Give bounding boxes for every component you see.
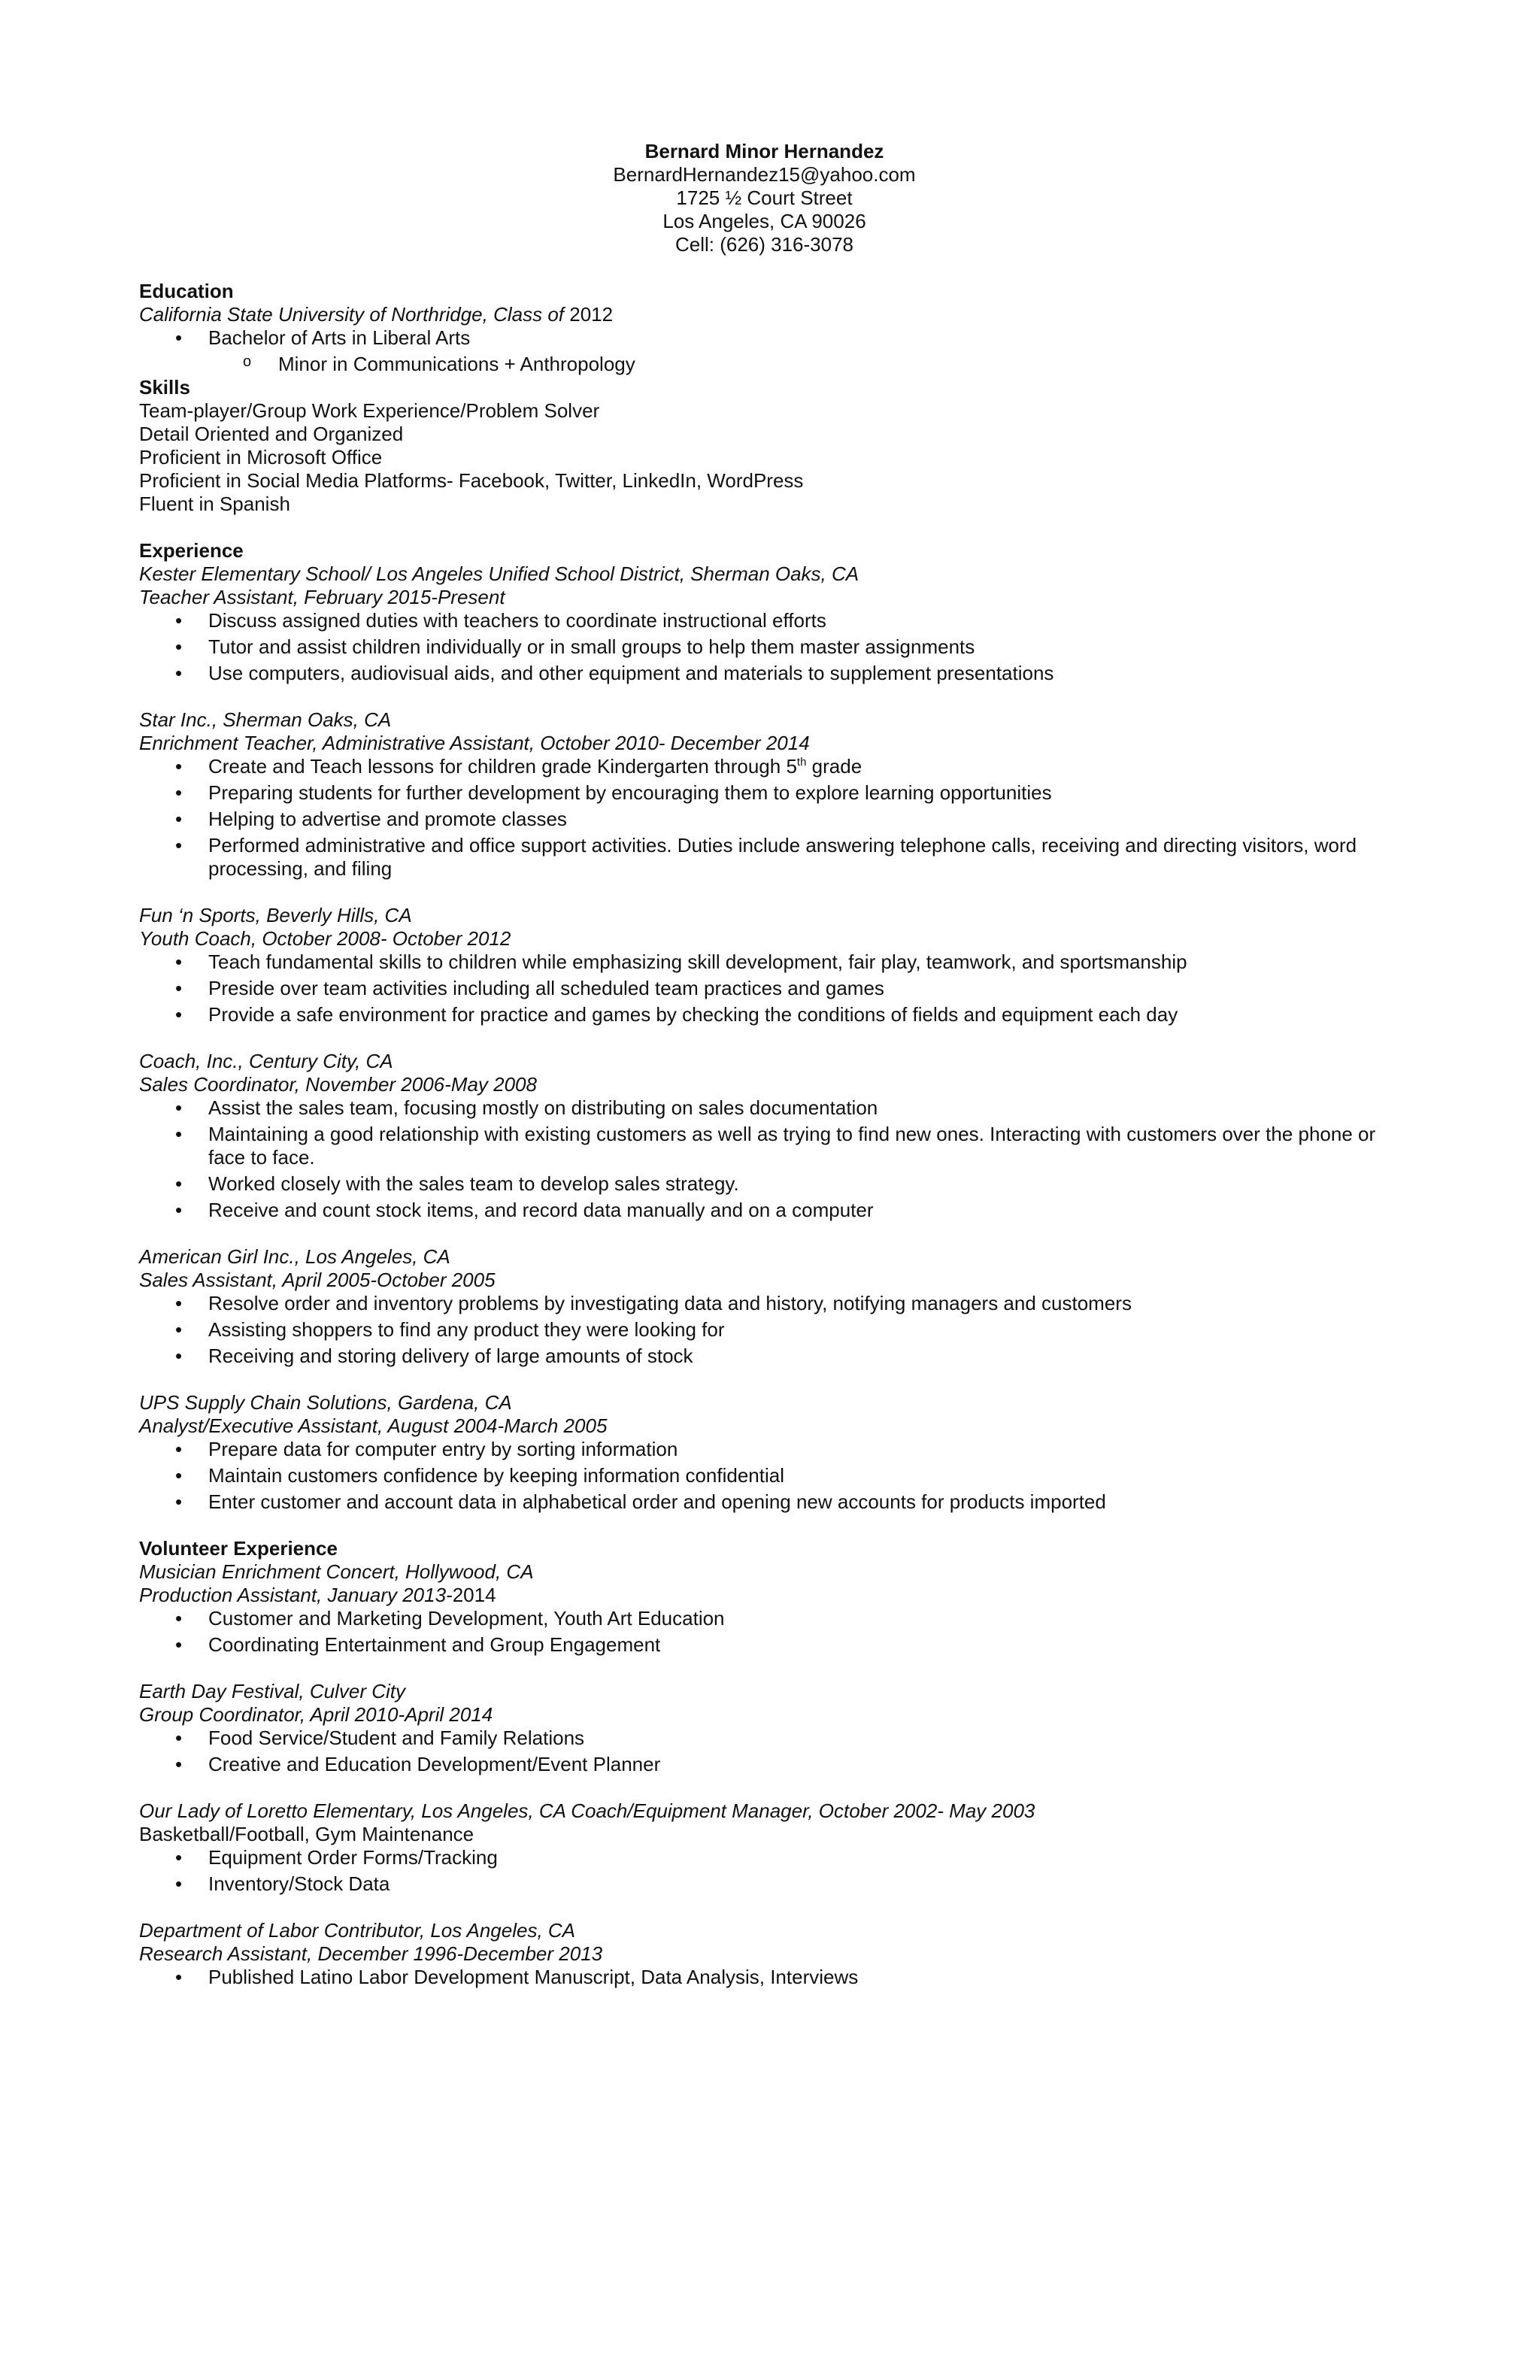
job-organization: UPS Supply Chain Solutions, Gardena, CA [139,1391,512,1414]
job-role: Youth Coach, October 2008- October 2012 [139,927,511,950]
volunteer-role: Basketball/Football, Gym Maintenance [139,1823,474,1845]
volunteer-duties [139,1607,1390,1657]
skill-item: Team-player/Group Work Experience/Problem Solver [139,399,600,422]
candidate-name: Bernard Minor Hernandez [644,140,884,162]
volunteer-duty: • Customer and Marketing Development, Youth Art Education [139,1607,1390,1630]
education-year: 2012 [569,303,614,326]
job-role: Analyst/Executive Assistant, August 2004-March 2005 [139,1414,608,1437]
job-duty: • Resolve order and inventory problems by investigating data and history, notifying managers and customers [139,1292,1390,1315]
job-entry [139,708,1390,881]
volunteer-organization: Earth Day Festival, Culver City [139,1680,405,1702]
education-degree: • Bachelor of Arts in Liberal Arts [139,326,1390,350]
job-duty: • Use computers, audiovisual aids, and other equipment and materials to supplement presentations [139,662,1390,685]
job-duty: • Teach fundamental skills to children while emphasizing skill development, fair play, teamwork, and sportsmanship [139,950,1390,974]
volunteer-entry [139,1799,1390,1896]
job-role: Sales Coordinator, November 2006-May 2008 [139,1073,537,1096]
job-duty: • Receiving and storing delivery of large amounts of stock [139,1345,1390,1368]
education-section [139,280,1390,376]
education-school-name: California State University of Northridge, Class of [139,303,570,326]
job-organization: Coach, Inc., Century City, CA [139,1050,393,1072]
volunteer-role: Group Coordinator, April 2010-April 2014 [139,1703,493,1726]
job-duty: • Maintain customers confidence by keeping information confidential [139,1464,1390,1487]
job-duty: • Prepare data for computer entry by sorting information [139,1438,1390,1461]
job-organization: American Girl Inc., Los Angeles, CA [139,1245,450,1268]
job-duty: • Discuss assigned duties with teachers to coordinate instructional efforts [139,609,1390,632]
education-minor: o Minor in Communications + Anthropology [139,353,1390,376]
job-role: Sales Assistant, April 2005-October 2005 [139,1269,496,1291]
experience-section [139,539,1390,1514]
volunteer-duties [139,1727,1390,1776]
job-duty: • Provide a safe environment for practice and games by checking the conditions of fields and equipment each day [139,1003,1390,1026]
volunteer-duty: • Food Service/Student and Family Relations [139,1727,1390,1750]
street-address: 1725 ½ Court Street [676,186,853,209]
volunteer-role: Research Assistant, December 1996-December 2013 [139,1942,603,1965]
volunteer-section [139,1537,1390,1989]
job-organization: Kester Elementary School/ Los Angeles Unified School District, Sherman Oaks, CA [139,562,859,585]
job-entry [139,1050,1390,1222]
education-school [139,303,1390,326]
job-entry [139,1245,1390,1368]
job-organization: Fun ‘n Sports, Beverly Hills, CA [139,904,412,926]
job-duties [139,1292,1390,1368]
job-duty: • Worked closely with the sales team to develop sales strategy. [139,1172,1390,1196]
volunteer-duties [139,1966,1390,1989]
volunteer-role-year: 2014 [452,1584,496,1606]
ordinal-suffix: th [796,756,807,769]
skills-heading: Skills [139,376,190,399]
city-state-zip: Los Angeles, CA 90026 [662,210,866,232]
job-duties [139,1438,1390,1514]
job-duty: • Receive and count stock items, and record data manually and on a computer [139,1199,1390,1222]
volunteer-organization: Department of Labor Contributor, Los Angeles, CA [139,1919,576,1942]
job-duty: • Enter customer and account data in alphabetical order and opening new accounts for products imported [139,1490,1390,1514]
volunteer-organization: Musician Enrichment Concert, Hollywood, CA [139,1560,534,1583]
volunteer-role-text: Production Assistant, January 2013- [139,1584,453,1606]
volunteer-entry [139,1560,1390,1657]
volunteer-duties [139,1846,1390,1896]
job-duties [139,1096,1390,1222]
education-details [139,326,1390,350]
volunteer-organization: Our Lady of Loretto Elementary, Los Angeles, CA Coach/Equipment Manager, October 2002- May 2003 [139,1799,1035,1822]
volunteer-duty: • Published Latino Labor Development Manuscript, Data Analysis, Interviews [139,1966,1390,1989]
volunteer-duty: • Inventory/Stock Data [139,1872,1390,1896]
skill-item: Proficient in Social Media Platforms- Facebook, Twitter, LinkedIn, WordPress [139,469,804,492]
job-duties [139,950,1390,1026]
education-heading: Education [139,280,234,302]
skill-item: Proficient in Microsoft Office [139,446,383,468]
job-duty: • Preside over team activities including all scheduled team practices and games [139,977,1390,1000]
job-entry [139,904,1390,1026]
job-role: Enrichment Teacher, Administrative Assistant, October 2010- December 2014 [139,732,810,754]
email-address: BernardHernandez15@yahoo.com [613,163,916,186]
volunteer-entry [139,1919,1390,1989]
volunteer-duty: • Coordinating Entertainment and Group Engagement [139,1633,1390,1657]
experience-heading: Experience [139,539,244,562]
skill-item: Detail Oriented and Organized [139,423,404,445]
job-duty: • Tutor and assist children individually or in small groups to help them master assignments [139,635,1390,659]
job-duty: • Assisting shoppers to find any product they were looking for [139,1318,1390,1342]
volunteer-role [139,1584,1390,1607]
job-duty-text-end: grade [806,755,862,778]
volunteer-duty: • Equipment Order Forms/Tracking [139,1846,1390,1869]
skills-section [139,376,1390,516]
job-duty-text: Create and Teach lessons for children grade Kindergarten through 5 [208,755,797,778]
skill-item: Fluent in Spanish [139,493,290,515]
job-duties [139,755,1390,881]
volunteer-heading: Volunteer Experience [139,1537,338,1560]
education-subdetails [139,353,1390,376]
job-duty [139,755,1390,778]
job-entry [139,1391,1390,1514]
job-entry [139,562,1390,685]
job-duty: • Maintaining a good relationship with existing customers as well as trying to find new ones. Interacting with customers over the phone or face to face. [139,1123,1390,1169]
job-duty: • Assist the sales team, focusing mostly on distributing on sales documentation [139,1096,1390,1120]
job-organization: Star Inc., Sherman Oaks, CA [139,708,392,731]
job-duty: • Performed administrative and office support activities. Duties include answering telephone calls, receiving and directing visitors, word processing, and filing [139,834,1390,881]
resume-header [139,140,1390,256]
job-duty: • Preparing students for further development by encouraging them to explore learning opportunities [139,781,1390,805]
volunteer-entry [139,1680,1390,1776]
volunteer-duty: • Creative and Education Development/Event Planner [139,1753,1390,1776]
job-duties [139,609,1390,685]
phone-number: Cell: (626) 316-3078 [675,233,854,256]
job-duty: • Helping to advertise and promote classes [139,808,1390,831]
job-role: Teacher Assistant, February 2015-Present [139,586,505,608]
